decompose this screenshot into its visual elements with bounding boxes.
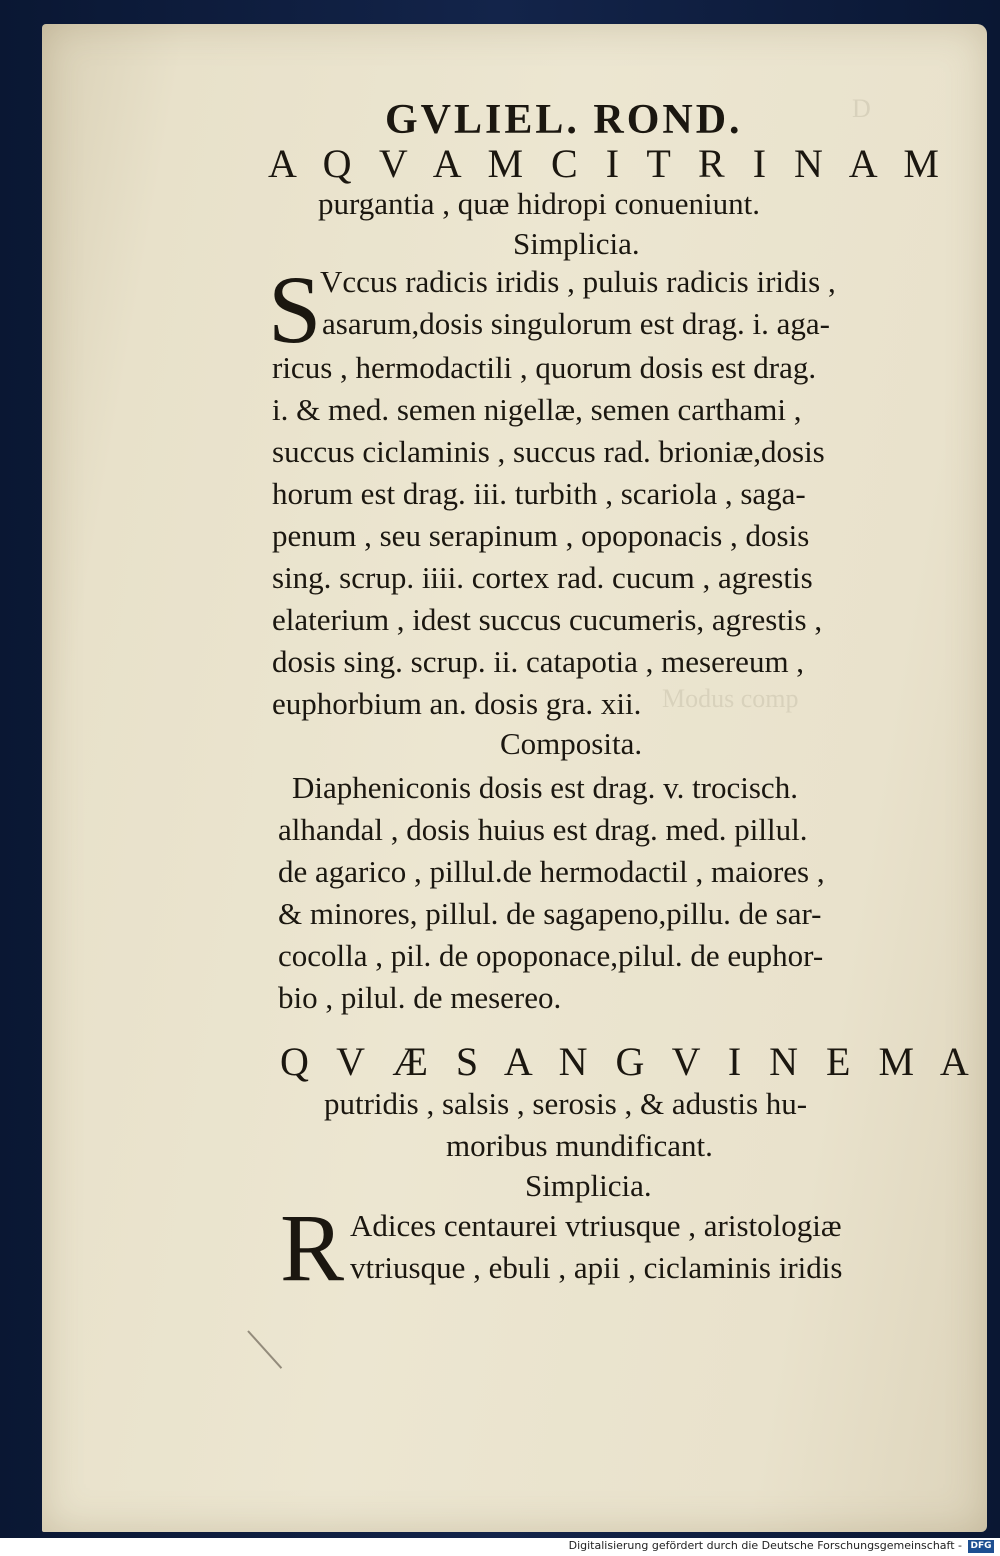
subhead-simplicia-2: Simplicia. bbox=[525, 1168, 652, 1203]
section2-subtitle-2: moribus mundificant. bbox=[446, 1128, 713, 1163]
text-line: dosis sing. scrup. ii. catapotia , mesereum , bbox=[272, 644, 805, 679]
show-through-text: Modus comp bbox=[662, 684, 799, 713]
show-through-text: D bbox=[852, 94, 871, 123]
text-line: alhandal , dosis huius est drag. med. pillul. bbox=[278, 812, 808, 847]
subhead-simplicia: Simplicia. bbox=[513, 226, 640, 261]
text-line: bio , pilul. de mesereo. bbox=[278, 980, 562, 1015]
text-line: i. & med. semen nigellæ, semen carthami , bbox=[272, 392, 802, 427]
text-line: cocolla , pil. de opoponace,pilul. de euphor- bbox=[278, 938, 824, 973]
text-line: asarum,dosis singulorum est drag. i. aga- bbox=[322, 306, 830, 341]
text-line: Vccus radicis iridis , puluis radicis iridis , bbox=[320, 264, 836, 299]
text-line: succus ciclaminis , succus rad. brioniæ,dosis bbox=[272, 434, 825, 469]
dfg-logo: DFG bbox=[968, 1540, 994, 1553]
footer-bar bbox=[0, 1538, 1000, 1556]
drop-cap-s: S bbox=[268, 256, 322, 363]
text-line: vtriusque , ebuli , apii , ciclaminis iridis bbox=[350, 1250, 843, 1285]
text-line: ricus , hermodactili , quorum dosis est drag. bbox=[272, 350, 817, 385]
text-line: Adices centaurei vtriusque , aristologiæ bbox=[350, 1208, 842, 1243]
section2-title: Q V Æ S A N G V I N E M A bbox=[280, 1039, 978, 1084]
section1-subtitle: purgantia , quæ hidropi conueniunt. bbox=[318, 186, 760, 221]
drop-cap-r: R bbox=[280, 1194, 345, 1301]
text-line: & minores, pillul. de sagapeno,pillu. de sar- bbox=[278, 896, 822, 931]
text-line: penum , seu serapinum , opoponacis , dosis bbox=[272, 518, 810, 553]
section2-subtitle-1: putridis , salsis , serosis , & adustis hu- bbox=[324, 1086, 808, 1121]
text-line: elaterium , idest succus cucumeris, agrestis , bbox=[272, 602, 823, 637]
text-line: euphorbium an. dosis gra. xii. bbox=[272, 686, 642, 721]
subhead-composita: Composita. bbox=[500, 726, 643, 761]
text-line: horum est drag. iii. turbith , scariola , saga- bbox=[272, 476, 806, 511]
footer-credit: Digitalisierung gefördert durch die Deutsche Forschungsgemeinschaft - bbox=[568, 1539, 962, 1552]
text-line: sing. scrup. iiii. cortex rad. cucum , agrestis bbox=[272, 560, 813, 595]
text-line: Diapheniconis dosis est drag. v. trocisch. bbox=[292, 770, 798, 805]
running-head: GVLIEL. ROND. bbox=[385, 97, 743, 143]
text-line: de agarico , pillul.de hermodactil , maiores , bbox=[278, 854, 825, 889]
section1-title: A Q V A M C I T R I N A M bbox=[268, 141, 948, 186]
